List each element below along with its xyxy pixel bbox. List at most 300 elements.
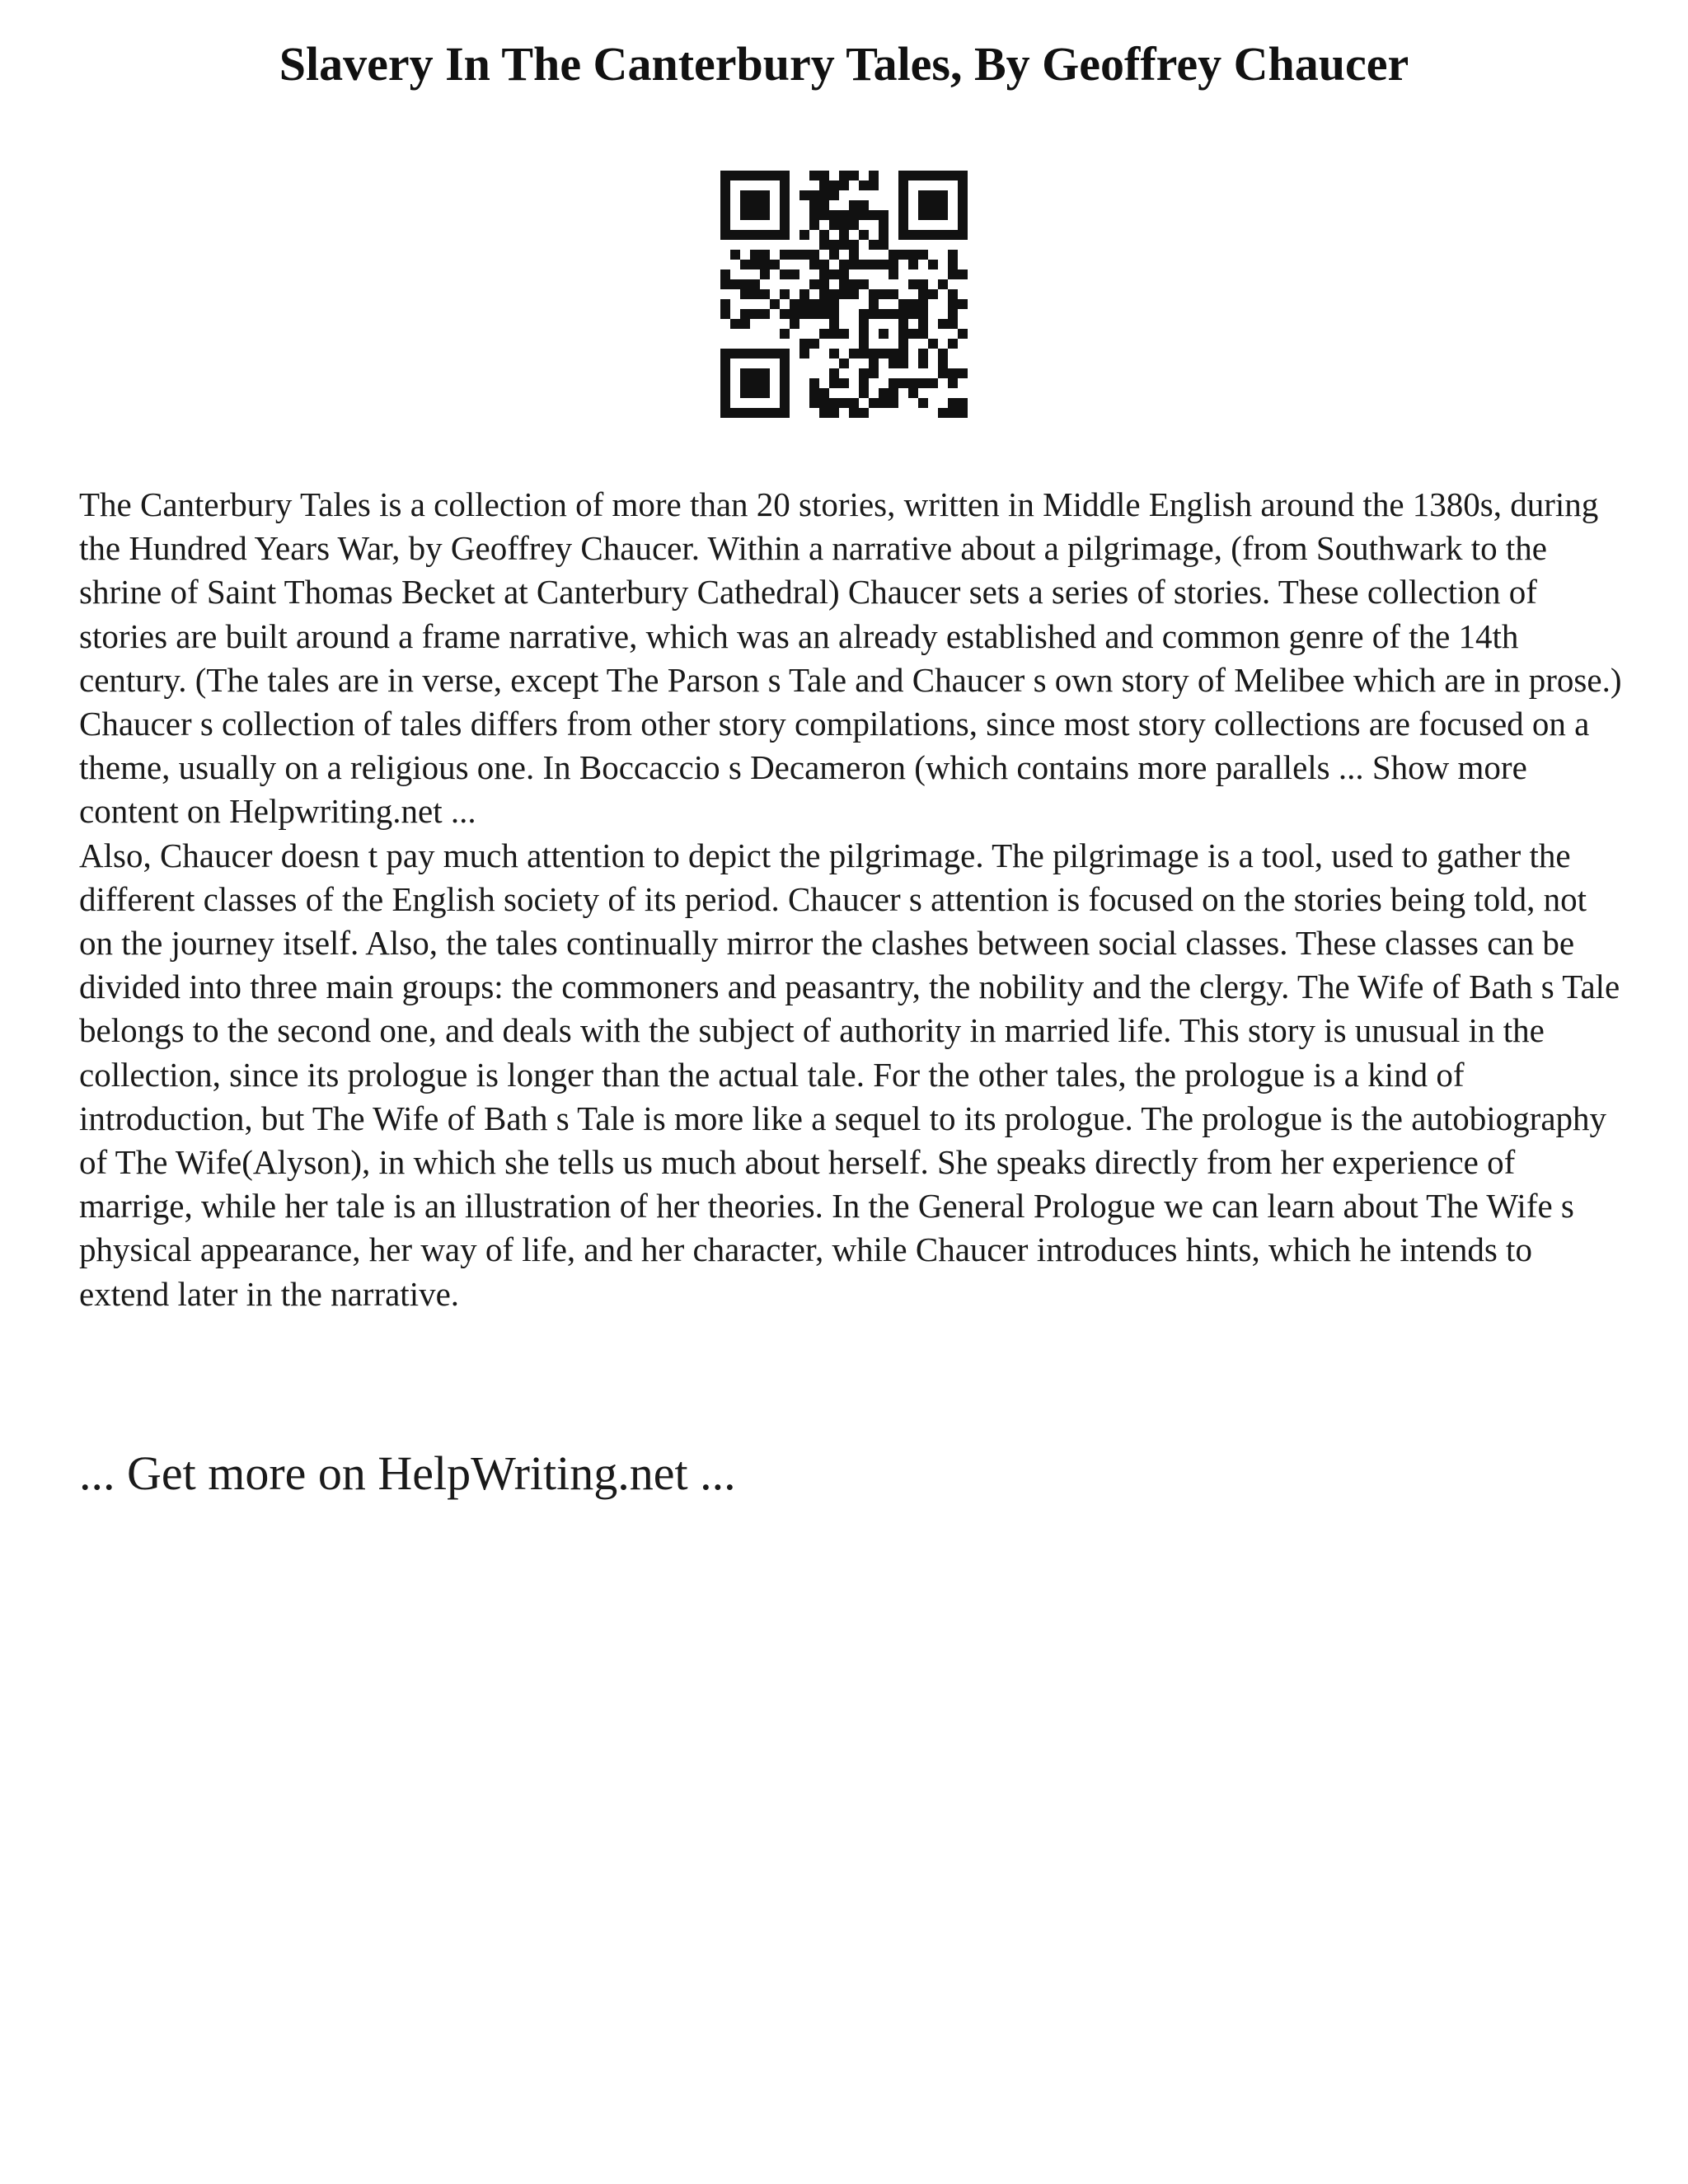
qr-module bbox=[948, 269, 958, 279]
qr-module bbox=[750, 289, 760, 299]
qr-module bbox=[809, 309, 819, 319]
qr-module bbox=[819, 388, 829, 398]
qr-module bbox=[780, 359, 790, 368]
get-more-link[interactable]: ... Get more on HelpWriting.net ... bbox=[79, 1446, 736, 1500]
qr-module bbox=[948, 378, 958, 388]
qr-module bbox=[730, 319, 740, 329]
qr-module bbox=[780, 309, 790, 319]
qr-module bbox=[938, 200, 948, 210]
qr-module bbox=[938, 171, 948, 180]
qr-module bbox=[918, 359, 928, 368]
qr-module bbox=[780, 210, 790, 220]
qr-module bbox=[859, 180, 869, 190]
qr-module bbox=[720, 349, 730, 359]
qr-module bbox=[730, 171, 740, 180]
qr-module bbox=[849, 289, 859, 299]
qr-module bbox=[869, 398, 879, 408]
qr-module bbox=[869, 299, 879, 309]
qr-module bbox=[918, 279, 928, 289]
qr-module bbox=[948, 230, 958, 240]
qr-module bbox=[780, 408, 790, 418]
qr-module bbox=[829, 319, 839, 329]
qr-module bbox=[809, 190, 819, 200]
qr-module bbox=[760, 250, 770, 260]
qr-module bbox=[839, 260, 849, 269]
qr-module bbox=[849, 260, 859, 269]
qr-module bbox=[720, 220, 730, 230]
qr-module bbox=[720, 398, 730, 408]
qr-module bbox=[839, 180, 849, 190]
qr-module bbox=[740, 378, 750, 388]
qr-module bbox=[839, 210, 849, 220]
qr-module bbox=[869, 171, 879, 180]
qr-module bbox=[839, 289, 849, 299]
qr-module bbox=[730, 349, 740, 359]
qr-module bbox=[918, 200, 928, 210]
qr-module bbox=[819, 329, 829, 339]
qr-module bbox=[770, 230, 780, 240]
qr-module bbox=[720, 180, 730, 190]
qr-module bbox=[879, 230, 889, 240]
qr-module bbox=[750, 279, 760, 289]
qr-module bbox=[908, 250, 918, 260]
qr-module bbox=[770, 408, 780, 418]
qr-module bbox=[819, 180, 829, 190]
qr-module bbox=[720, 378, 730, 388]
qr-module bbox=[948, 299, 958, 309]
qr-module bbox=[928, 339, 938, 349]
qr-module bbox=[809, 398, 819, 408]
qr-module bbox=[849, 240, 859, 250]
qr-module bbox=[898, 171, 908, 180]
qr-module bbox=[829, 269, 839, 279]
qr-module bbox=[918, 319, 928, 329]
qr-module bbox=[849, 408, 859, 418]
qr-module bbox=[869, 210, 879, 220]
qr-module bbox=[829, 368, 839, 378]
qr-module bbox=[809, 279, 819, 289]
qr-module bbox=[879, 210, 889, 220]
qr-module bbox=[750, 200, 760, 210]
qr-module bbox=[750, 250, 760, 260]
qr-module bbox=[839, 359, 849, 368]
qr-module bbox=[790, 250, 799, 260]
qr-module bbox=[918, 329, 928, 339]
qr-module bbox=[780, 190, 790, 200]
qr-module bbox=[809, 378, 819, 388]
qr-module bbox=[720, 299, 730, 309]
qr-module bbox=[859, 329, 869, 339]
qr-module bbox=[790, 319, 799, 329]
qr-module bbox=[859, 210, 869, 220]
qr-module bbox=[908, 260, 918, 269]
qr-module bbox=[750, 309, 760, 319]
qr-module bbox=[859, 230, 869, 240]
qr-module bbox=[760, 368, 770, 378]
qr-module bbox=[898, 190, 908, 200]
qr-module bbox=[839, 279, 849, 289]
qr-module bbox=[780, 269, 790, 279]
qr-module bbox=[869, 260, 879, 269]
qr-module bbox=[760, 378, 770, 388]
qr-module bbox=[740, 200, 750, 210]
qr-module bbox=[819, 289, 829, 299]
qr-module bbox=[790, 299, 799, 309]
qr-module bbox=[859, 309, 869, 319]
qr-module bbox=[799, 299, 809, 309]
qr-module bbox=[948, 319, 958, 329]
qr-module bbox=[780, 368, 790, 378]
qr-module bbox=[809, 171, 819, 180]
qr-module bbox=[829, 329, 839, 339]
qr-module bbox=[928, 230, 938, 240]
qr-module bbox=[958, 210, 968, 220]
qr-module bbox=[918, 289, 928, 299]
qr-module bbox=[770, 260, 780, 269]
qr-module bbox=[829, 408, 839, 418]
qr-module bbox=[740, 319, 750, 329]
qr-module bbox=[780, 289, 790, 299]
qr-module bbox=[780, 250, 790, 260]
qr-module bbox=[780, 220, 790, 230]
qr-module bbox=[750, 408, 760, 418]
qr-module bbox=[829, 240, 839, 250]
qr-module bbox=[948, 260, 958, 269]
qr-module bbox=[760, 210, 770, 220]
qr-module bbox=[760, 309, 770, 319]
qr-module bbox=[879, 289, 889, 299]
qr-module bbox=[799, 289, 809, 299]
qr-module bbox=[898, 339, 908, 349]
qr-module bbox=[948, 289, 958, 299]
qr-module bbox=[938, 359, 948, 368]
qr-module bbox=[849, 279, 859, 289]
qr-module bbox=[829, 398, 839, 408]
qr-module bbox=[740, 349, 750, 359]
qr-module bbox=[780, 349, 790, 359]
qr-module bbox=[958, 230, 968, 240]
qr-module bbox=[859, 378, 869, 388]
body-paragraph-1: The Canterbury Tales is a collection of more than 20 stories, written in Middle English around the 1380s, during the Hundred Years War, by Geoffrey Chaucer. Within a narrative about a pilgrimage, (from Southwark to the shrine of Saint Thomas Becket at Canterbury Cathedral) Chaucer sets a series of stories. These collection of stories are built around a frame narrative, which was an already established and common genre of the 14th century. (The tales are in verse, except The Parson s Tale and Chaucer s own story of Melibee which are in prose.) Chaucer s collection of tales differs from other story compilations, since most story collections are focused on a theme, usually on a religious one. In Boccaccio s Decameron (which contains more parallels ... Show more content on Helpwriting.net ... bbox=[79, 485, 1622, 831]
qr-module bbox=[829, 309, 839, 319]
qr-module bbox=[839, 230, 849, 240]
qr-module bbox=[869, 240, 879, 250]
qr-module bbox=[869, 359, 879, 368]
qr-module bbox=[879, 388, 889, 398]
qr-module bbox=[938, 230, 948, 240]
document-body bbox=[79, 483, 1629, 1316]
qr-module bbox=[839, 398, 849, 408]
qr-module bbox=[839, 171, 849, 180]
qr-module bbox=[928, 171, 938, 180]
qr-module bbox=[720, 388, 730, 398]
qr-module bbox=[750, 171, 760, 180]
qr-module bbox=[928, 378, 938, 388]
qr-code-icon bbox=[720, 171, 968, 418]
qr-module bbox=[889, 250, 898, 260]
qr-module bbox=[889, 359, 898, 368]
qr-module bbox=[859, 260, 869, 269]
qr-module bbox=[720, 210, 730, 220]
qr-module bbox=[819, 398, 829, 408]
qr-module bbox=[839, 329, 849, 339]
qr-module bbox=[849, 398, 859, 408]
qr-module bbox=[849, 220, 859, 230]
qr-module bbox=[938, 319, 948, 329]
qr-module bbox=[898, 378, 908, 388]
qr-module bbox=[948, 368, 958, 378]
qr-module bbox=[829, 220, 839, 230]
qr-module bbox=[720, 279, 730, 289]
qr-module bbox=[790, 309, 799, 319]
qr-module bbox=[898, 309, 908, 319]
qr-module bbox=[938, 349, 948, 359]
qr-module bbox=[740, 309, 750, 319]
qr-module bbox=[859, 339, 869, 349]
qr-module bbox=[740, 289, 750, 299]
qr-module bbox=[948, 408, 958, 418]
qr-module bbox=[849, 200, 859, 210]
qr-module bbox=[760, 230, 770, 240]
qr-module bbox=[720, 359, 730, 368]
qr-module bbox=[918, 171, 928, 180]
qr-module bbox=[750, 368, 760, 378]
qr-module bbox=[908, 309, 918, 319]
qr-module bbox=[958, 200, 968, 210]
qr-module bbox=[760, 171, 770, 180]
qr-module bbox=[829, 190, 839, 200]
qr-module bbox=[829, 378, 839, 388]
qr-module bbox=[730, 279, 740, 289]
qr-module bbox=[898, 200, 908, 210]
qr-module bbox=[918, 299, 928, 309]
qr-module bbox=[898, 329, 908, 339]
qr-module bbox=[928, 289, 938, 299]
qr-module bbox=[750, 210, 760, 220]
qr-module bbox=[898, 349, 908, 359]
qr-module bbox=[938, 368, 948, 378]
qr-module bbox=[948, 171, 958, 180]
qr-module bbox=[809, 250, 819, 260]
qr-module bbox=[859, 349, 869, 359]
qr-module bbox=[879, 398, 889, 408]
qr-module bbox=[740, 388, 750, 398]
qr-module bbox=[889, 260, 898, 269]
qr-module bbox=[889, 398, 898, 408]
qr-module bbox=[780, 171, 790, 180]
qr-module bbox=[799, 349, 809, 359]
qr-module bbox=[819, 210, 829, 220]
qr-module bbox=[889, 388, 898, 398]
qr-module bbox=[879, 240, 889, 250]
qr-module bbox=[849, 250, 859, 260]
qr-module bbox=[819, 190, 829, 200]
qr-module bbox=[780, 230, 790, 240]
qr-module bbox=[829, 180, 839, 190]
qr-module bbox=[938, 190, 948, 200]
qr-module bbox=[918, 210, 928, 220]
qr-module bbox=[809, 210, 819, 220]
qr-module bbox=[720, 190, 730, 200]
qr-module bbox=[879, 349, 889, 359]
qr-module bbox=[720, 269, 730, 279]
qr-module bbox=[750, 388, 760, 398]
qr-module bbox=[829, 289, 839, 299]
qr-module bbox=[928, 190, 938, 200]
qr-module bbox=[918, 250, 928, 260]
qr-module bbox=[948, 339, 958, 349]
qr-module bbox=[958, 171, 968, 180]
qr-module bbox=[760, 269, 770, 279]
qr-module bbox=[819, 299, 829, 309]
qr-module bbox=[799, 250, 809, 260]
qr-module bbox=[740, 260, 750, 269]
qr-module bbox=[720, 171, 730, 180]
qr-module bbox=[958, 190, 968, 200]
qr-module bbox=[819, 408, 829, 418]
qr-module bbox=[760, 190, 770, 200]
qr-module bbox=[760, 408, 770, 418]
qr-module bbox=[740, 210, 750, 220]
qr-module bbox=[819, 309, 829, 319]
qr-module bbox=[750, 349, 760, 359]
qr-module bbox=[819, 200, 829, 210]
qr-module bbox=[948, 398, 958, 408]
qr-module bbox=[869, 349, 879, 359]
qr-module bbox=[938, 210, 948, 220]
qr-module bbox=[889, 269, 898, 279]
qr-module bbox=[889, 309, 898, 319]
qr-module bbox=[839, 378, 849, 388]
qr-module bbox=[958, 269, 968, 279]
qr-module bbox=[849, 349, 859, 359]
qr-module bbox=[958, 299, 968, 309]
qr-module bbox=[849, 210, 859, 220]
qr-module bbox=[760, 388, 770, 398]
qr-module bbox=[720, 230, 730, 240]
qr-module bbox=[918, 398, 928, 408]
qr-module bbox=[908, 279, 918, 289]
qr-module bbox=[908, 171, 918, 180]
qr-module bbox=[809, 339, 819, 349]
qr-module bbox=[740, 279, 750, 289]
qr-module bbox=[790, 269, 799, 279]
qr-module bbox=[750, 190, 760, 200]
qr-module bbox=[760, 260, 770, 269]
body-paragraph-2: Also, Chaucer doesn t pay much attention to depict the pilgrimage. The pilgrimage is a tool, used to gather the different classes of the English society of its period. Chaucer s attention is focused on the stories being told, not on the journey itself. Also, the tales continually mirror the clashes between social classes. These classes can be divided into three main groups: the commoners and peasantry, the nobility and the clergy. The Wife of Bath s Tale belongs to the second one, and deals with the subject of authority in married life. This story is unusual in the collection, since its prologue is longer than the actual tale. For the other tales, the prologue is a kind of introduction, but The Wife of Bath s Tale is more like a sequel to its prologue. The prologue is the autobiography of The Wife(Alyson), in which she tells us much about herself. She speaks directly from her experience of marrige, while her tale is an illustration of her theories. In the General Prologue we can learn about The Wife s physical appearance, her way of life, and her character, while Chaucer introduces hints, which he intends to extend later in the narrative. bbox=[79, 836, 1620, 1313]
qr-module bbox=[898, 359, 908, 368]
qr-module bbox=[740, 230, 750, 240]
qr-module bbox=[859, 319, 869, 329]
qr-module bbox=[879, 260, 889, 269]
qr-module bbox=[809, 260, 819, 269]
qr-module bbox=[879, 329, 889, 339]
qr-module bbox=[809, 299, 819, 309]
qr-module bbox=[750, 230, 760, 240]
qr-module bbox=[889, 289, 898, 299]
qr-module bbox=[908, 329, 918, 339]
qr-module bbox=[958, 180, 968, 190]
qr-module bbox=[829, 250, 839, 260]
qr-module bbox=[780, 329, 790, 339]
qr-module bbox=[809, 200, 819, 210]
qr-module bbox=[908, 388, 918, 398]
qr-module bbox=[928, 200, 938, 210]
qr-module bbox=[839, 240, 849, 250]
qr-module bbox=[770, 299, 780, 309]
qr-module bbox=[839, 220, 849, 230]
qr-module bbox=[898, 220, 908, 230]
qr-module bbox=[740, 408, 750, 418]
qr-module bbox=[780, 180, 790, 190]
qr-module bbox=[720, 309, 730, 319]
qr-module bbox=[869, 368, 879, 378]
qr-module bbox=[730, 408, 740, 418]
qr-module bbox=[898, 319, 908, 329]
qr-module bbox=[799, 339, 809, 349]
qr-module bbox=[948, 250, 958, 260]
qr-module bbox=[819, 269, 829, 279]
qr-module bbox=[918, 309, 928, 319]
qr-module bbox=[859, 388, 869, 398]
qr-module bbox=[898, 180, 908, 190]
qr-module bbox=[889, 378, 898, 388]
qr-module bbox=[958, 329, 968, 339]
qr-module bbox=[859, 368, 869, 378]
qr-module bbox=[760, 200, 770, 210]
qr-module bbox=[799, 230, 809, 240]
qr-module bbox=[809, 220, 819, 230]
qr-module bbox=[740, 190, 750, 200]
qr-module bbox=[958, 408, 968, 418]
qr-module bbox=[849, 171, 859, 180]
qr-module bbox=[740, 368, 750, 378]
qr-module bbox=[898, 250, 908, 260]
qr-module bbox=[720, 200, 730, 210]
qr-module bbox=[750, 378, 760, 388]
qr-module bbox=[918, 190, 928, 200]
qr-module bbox=[958, 220, 968, 230]
qr-module bbox=[938, 279, 948, 289]
qr-module bbox=[908, 378, 918, 388]
qr-module bbox=[720, 368, 730, 378]
qr-module bbox=[750, 260, 760, 269]
qr-module bbox=[898, 210, 908, 220]
qr-module bbox=[908, 230, 918, 240]
qr-module bbox=[730, 230, 740, 240]
qr-module bbox=[819, 171, 829, 180]
qr-module bbox=[958, 368, 968, 378]
qr-module bbox=[780, 398, 790, 408]
qr-module bbox=[859, 408, 869, 418]
qr-module bbox=[918, 230, 928, 240]
qr-module bbox=[898, 230, 908, 240]
qr-module bbox=[879, 309, 889, 319]
qr-module bbox=[819, 240, 829, 250]
qr-module bbox=[889, 349, 898, 359]
qr-module bbox=[809, 388, 819, 398]
qr-module bbox=[740, 171, 750, 180]
qr-module bbox=[799, 190, 809, 200]
qr-module bbox=[869, 289, 879, 299]
qr-module bbox=[879, 220, 889, 230]
qr-module bbox=[730, 250, 740, 260]
qr-module bbox=[869, 309, 879, 319]
qr-module bbox=[839, 269, 849, 279]
qr-module bbox=[770, 349, 780, 359]
qr-module bbox=[869, 180, 879, 190]
qr-module bbox=[780, 200, 790, 210]
